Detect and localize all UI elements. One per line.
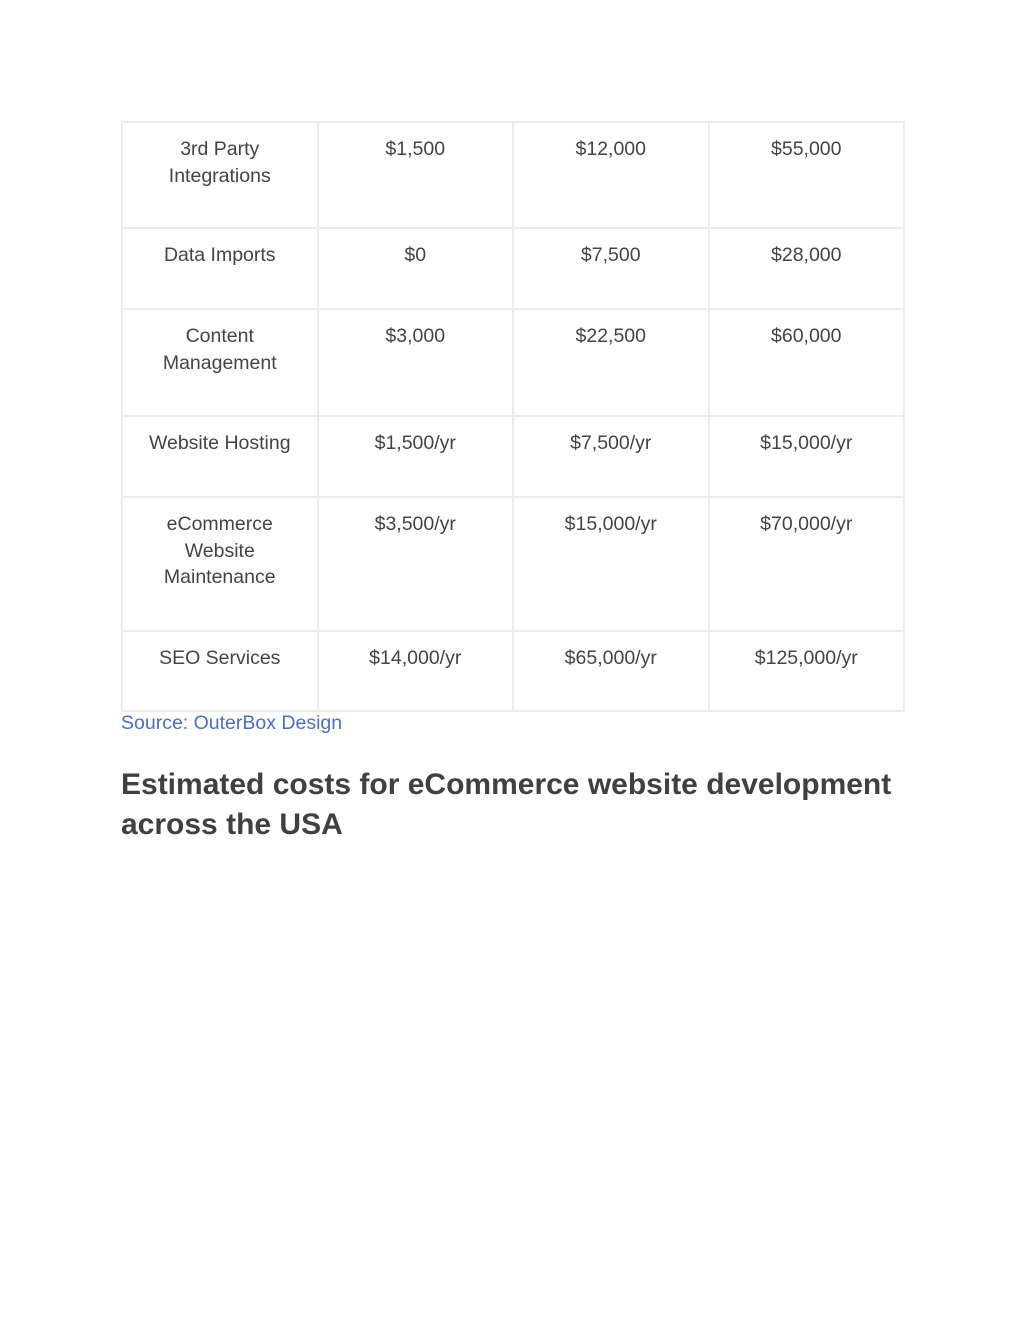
feature-cell: SEO Services <box>122 631 318 711</box>
high-cost-cell: $60,000 <box>709 309 905 416</box>
low-cost-cell: $3,500/yr <box>318 497 514 631</box>
low-cost-cell: $0 <box>318 228 514 309</box>
source-link[interactable]: Source: OuterBox Design <box>121 712 343 734</box>
table-row <box>122 497 904 631</box>
mid-cost-cell: $12,000 <box>513 122 709 228</box>
high-cost-cell: $55,000 <box>709 122 905 228</box>
high-cost-cell: $28,000 <box>709 228 905 309</box>
feature-cell: 3rd Party Integrations <box>122 122 318 228</box>
feature-cell: Data Imports <box>122 228 318 309</box>
high-cost-cell: $125,000/yr <box>709 631 905 711</box>
cost-table <box>121 121 905 712</box>
table-row <box>122 631 904 711</box>
high-cost-cell: $15,000/yr <box>709 416 905 497</box>
feature-cell: eCommerce Website Maintenance <box>122 497 318 631</box>
table-row <box>122 309 904 416</box>
mid-cost-cell: $65,000/yr <box>513 631 709 711</box>
high-cost-cell: $70,000/yr <box>709 497 905 631</box>
section-heading: Estimated costs for eCommerce website development across the USA <box>121 768 892 841</box>
table-row <box>122 122 904 228</box>
low-cost-cell: $3,000 <box>318 309 514 416</box>
low-cost-cell: $1,500 <box>318 122 514 228</box>
low-cost-cell: $14,000/yr <box>318 631 514 711</box>
mid-cost-cell: $22,500 <box>513 309 709 416</box>
mid-cost-cell: $7,500/yr <box>513 416 709 497</box>
table-row <box>122 228 904 309</box>
mid-cost-cell: $7,500 <box>513 228 709 309</box>
low-cost-cell: $1,500/yr <box>318 416 514 497</box>
mid-cost-cell: $15,000/yr <box>513 497 709 631</box>
feature-cell: Website Hosting <box>122 416 318 497</box>
feature-cell: Content Management <box>122 309 318 416</box>
table-row <box>122 416 904 497</box>
